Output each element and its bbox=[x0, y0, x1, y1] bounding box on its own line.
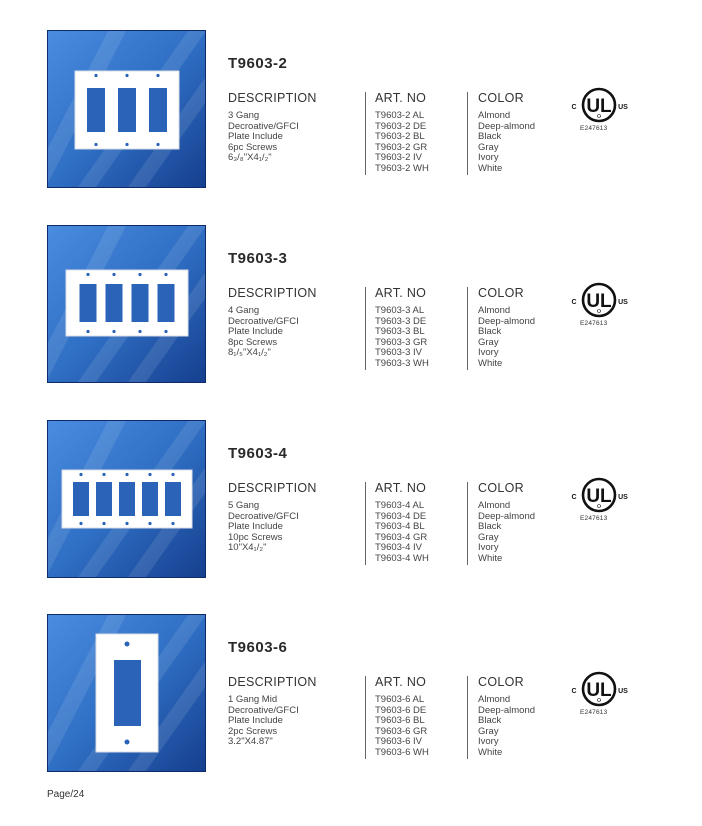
art-number-item: T9603-2 GR bbox=[375, 141, 428, 153]
product-photo bbox=[47, 30, 206, 188]
description-list bbox=[228, 501, 299, 554]
color-item: Gray bbox=[478, 531, 499, 543]
ul-file-number: E247613 bbox=[580, 320, 608, 327]
art-number-heading: ART. NO bbox=[375, 481, 427, 495]
ul-file-number: E247613 bbox=[580, 515, 608, 522]
product-model-title: T9603-2 bbox=[228, 55, 288, 72]
product-block bbox=[47, 30, 687, 190]
product-model-title: T9603-4 bbox=[228, 445, 288, 462]
svg-text:C: C bbox=[571, 104, 577, 111]
page-number: Page/24 bbox=[47, 789, 85, 800]
svg-text:UL: UL bbox=[586, 291, 612, 312]
description-item: Plate Include bbox=[228, 326, 283, 338]
description-item: Decroative/GFCI bbox=[228, 704, 299, 716]
art-number-item: T9603-2 DE bbox=[375, 120, 427, 132]
description-item: Plate Include bbox=[228, 715, 283, 727]
color-item: Ivory bbox=[478, 152, 499, 164]
color-list bbox=[478, 501, 535, 565]
art-number-item: T9603-2 WH bbox=[375, 162, 429, 174]
description-list bbox=[228, 695, 299, 748]
description-item: Decroative/GFCI bbox=[228, 315, 299, 327]
column-divider bbox=[467, 676, 468, 759]
art-number-item: T9603-6 DE bbox=[375, 704, 427, 716]
svg-text:US: US bbox=[618, 494, 628, 501]
column-divider bbox=[467, 482, 468, 565]
color-item: Black bbox=[478, 715, 502, 727]
product-block bbox=[47, 225, 687, 385]
art-number-list bbox=[375, 695, 429, 759]
art-number-list bbox=[375, 111, 429, 175]
description-item: 6pc Screws bbox=[228, 141, 278, 153]
art-number-heading: ART. NO bbox=[375, 91, 427, 105]
color-item: Black bbox=[478, 326, 502, 338]
ul-certification bbox=[568, 281, 630, 333]
art-number-item: T9603-3 GR bbox=[375, 336, 428, 348]
product-block bbox=[47, 614, 687, 774]
color-item: Deep-almond bbox=[478, 704, 536, 716]
description-heading: DESCRIPTION bbox=[228, 286, 317, 300]
description-heading: DESCRIPTION bbox=[228, 481, 317, 495]
color-item: Almond bbox=[478, 110, 511, 121]
ul-file-number: E247613 bbox=[580, 709, 608, 716]
description-item: 8pc Screws bbox=[228, 336, 278, 348]
art-number-item: T9603-4 IV bbox=[375, 542, 422, 554]
color-item: Gray bbox=[478, 725, 499, 737]
product-photo-svg bbox=[48, 421, 205, 577]
description-item: 2pc Screws bbox=[228, 725, 278, 737]
color-item: Almond bbox=[478, 694, 511, 705]
color-item: Almond bbox=[478, 305, 511, 316]
art-number-heading: ART. NO bbox=[375, 675, 427, 689]
description-item: Decroative/GFCI bbox=[228, 510, 299, 522]
ul-file-number: E247613 bbox=[580, 125, 608, 132]
description-list bbox=[228, 306, 299, 359]
svg-text:C: C bbox=[571, 494, 577, 501]
description-item: Plate Include bbox=[228, 521, 283, 533]
color-item: Black bbox=[478, 131, 502, 143]
color-heading: COLOR bbox=[478, 286, 524, 300]
ul-certification bbox=[568, 476, 630, 528]
description-item: 6₃/₈"X4₁/₂" bbox=[228, 152, 272, 164]
svg-text:C: C bbox=[571, 688, 577, 695]
color-item: White bbox=[478, 552, 503, 564]
art-number-item: T9603-4 DE bbox=[375, 510, 427, 522]
svg-text:UL: UL bbox=[586, 680, 612, 701]
description-item: 4 Gang bbox=[228, 305, 260, 316]
column-divider bbox=[365, 482, 366, 565]
color-item: Deep-almond bbox=[478, 510, 536, 522]
color-item: White bbox=[478, 162, 503, 174]
product-photo-svg bbox=[48, 31, 205, 187]
color-item: White bbox=[478, 357, 503, 369]
product-photo-svg bbox=[48, 226, 205, 382]
art-number-item: T9603-2 BL bbox=[375, 131, 425, 143]
product-photo bbox=[47, 614, 206, 772]
product-photo-svg bbox=[48, 615, 205, 771]
art-number-item: T9603-2 IV bbox=[375, 152, 422, 164]
description-item: Plate Include bbox=[228, 131, 283, 143]
ul-listed-logo bbox=[568, 86, 630, 126]
art-number-item: T9603-3 AL bbox=[375, 305, 425, 316]
color-item: Deep-almond bbox=[478, 315, 536, 327]
ul-certification bbox=[568, 86, 630, 138]
column-divider bbox=[467, 287, 468, 370]
ul-listed-logo bbox=[568, 281, 630, 321]
description-item: 10pc Screws bbox=[228, 531, 283, 543]
wall-plate bbox=[96, 634, 158, 752]
art-number-list bbox=[375, 501, 429, 565]
art-number-item: T9603-6 AL bbox=[375, 694, 425, 705]
description-item: 8₁/₅"X4₁/₂" bbox=[228, 347, 271, 359]
column-divider bbox=[365, 92, 366, 175]
art-number-item: T9603-2 AL bbox=[375, 110, 425, 121]
description-item: 10"X4₁/₂" bbox=[228, 542, 267, 554]
product-model-title: T9603-6 bbox=[228, 639, 288, 656]
svg-text:US: US bbox=[618, 104, 628, 111]
art-number-item: T9603-4 GR bbox=[375, 531, 428, 543]
wall-plate bbox=[62, 470, 192, 528]
description-heading: DESCRIPTION bbox=[228, 675, 317, 689]
product-photo bbox=[47, 420, 206, 578]
svg-text:US: US bbox=[618, 299, 628, 306]
color-item: Ivory bbox=[478, 347, 499, 359]
art-number-item: T9603-6 WH bbox=[375, 746, 429, 758]
svg-text:UL: UL bbox=[586, 486, 612, 507]
color-heading: COLOR bbox=[478, 91, 524, 105]
art-number-item: T9603-4 WH bbox=[375, 552, 429, 564]
wall-plate bbox=[66, 270, 188, 336]
description-item: 5 Gang bbox=[228, 500, 260, 511]
art-number-item: T9603-3 DE bbox=[375, 315, 427, 327]
ul-certification bbox=[568, 670, 630, 722]
art-number-item: T9603-4 BL bbox=[375, 521, 425, 533]
description-item: Decroative/GFCI bbox=[228, 120, 299, 132]
svg-text:US: US bbox=[618, 688, 628, 695]
description-heading: DESCRIPTION bbox=[228, 91, 317, 105]
color-list bbox=[478, 306, 535, 370]
art-number-item: T9603-6 BL bbox=[375, 715, 425, 727]
art-number-item: T9603-6 IV bbox=[375, 736, 422, 748]
color-item: Gray bbox=[478, 336, 499, 348]
ul-listed-logo bbox=[568, 476, 630, 516]
product-model-title: T9603-3 bbox=[228, 250, 288, 267]
color-heading: COLOR bbox=[478, 481, 524, 495]
color-list bbox=[478, 111, 535, 175]
color-item: White bbox=[478, 746, 503, 758]
column-divider bbox=[467, 92, 468, 175]
art-number-item: T9603-6 GR bbox=[375, 725, 428, 737]
color-item: Gray bbox=[478, 141, 499, 153]
description-item: 1 Gang Mid bbox=[228, 694, 278, 705]
color-list bbox=[478, 695, 535, 759]
wall-plate bbox=[75, 71, 179, 149]
color-heading: COLOR bbox=[478, 675, 524, 689]
art-number-item: T9603-3 IV bbox=[375, 347, 422, 359]
art-number-list bbox=[375, 306, 429, 370]
description-list bbox=[228, 111, 299, 164]
color-item: Deep-almond bbox=[478, 120, 536, 132]
art-number-item: T9603-3 WH bbox=[375, 357, 429, 369]
color-item: Ivory bbox=[478, 736, 499, 748]
color-item: Ivory bbox=[478, 542, 499, 554]
art-number-item: T9603-4 AL bbox=[375, 500, 425, 511]
description-item: 3.2"X4.87" bbox=[228, 736, 273, 748]
color-item: Almond bbox=[478, 500, 511, 511]
description-item: 3 Gang bbox=[228, 110, 260, 121]
color-item: Black bbox=[478, 521, 502, 533]
svg-text:C: C bbox=[571, 299, 577, 306]
product-block bbox=[47, 420, 687, 580]
art-number-item: T9603-3 BL bbox=[375, 326, 425, 338]
svg-text:UL: UL bbox=[586, 96, 612, 117]
column-divider bbox=[365, 287, 366, 370]
art-number-heading: ART. NO bbox=[375, 286, 427, 300]
column-divider bbox=[365, 676, 366, 759]
ul-listed-logo bbox=[568, 670, 630, 710]
product-photo bbox=[47, 225, 206, 383]
